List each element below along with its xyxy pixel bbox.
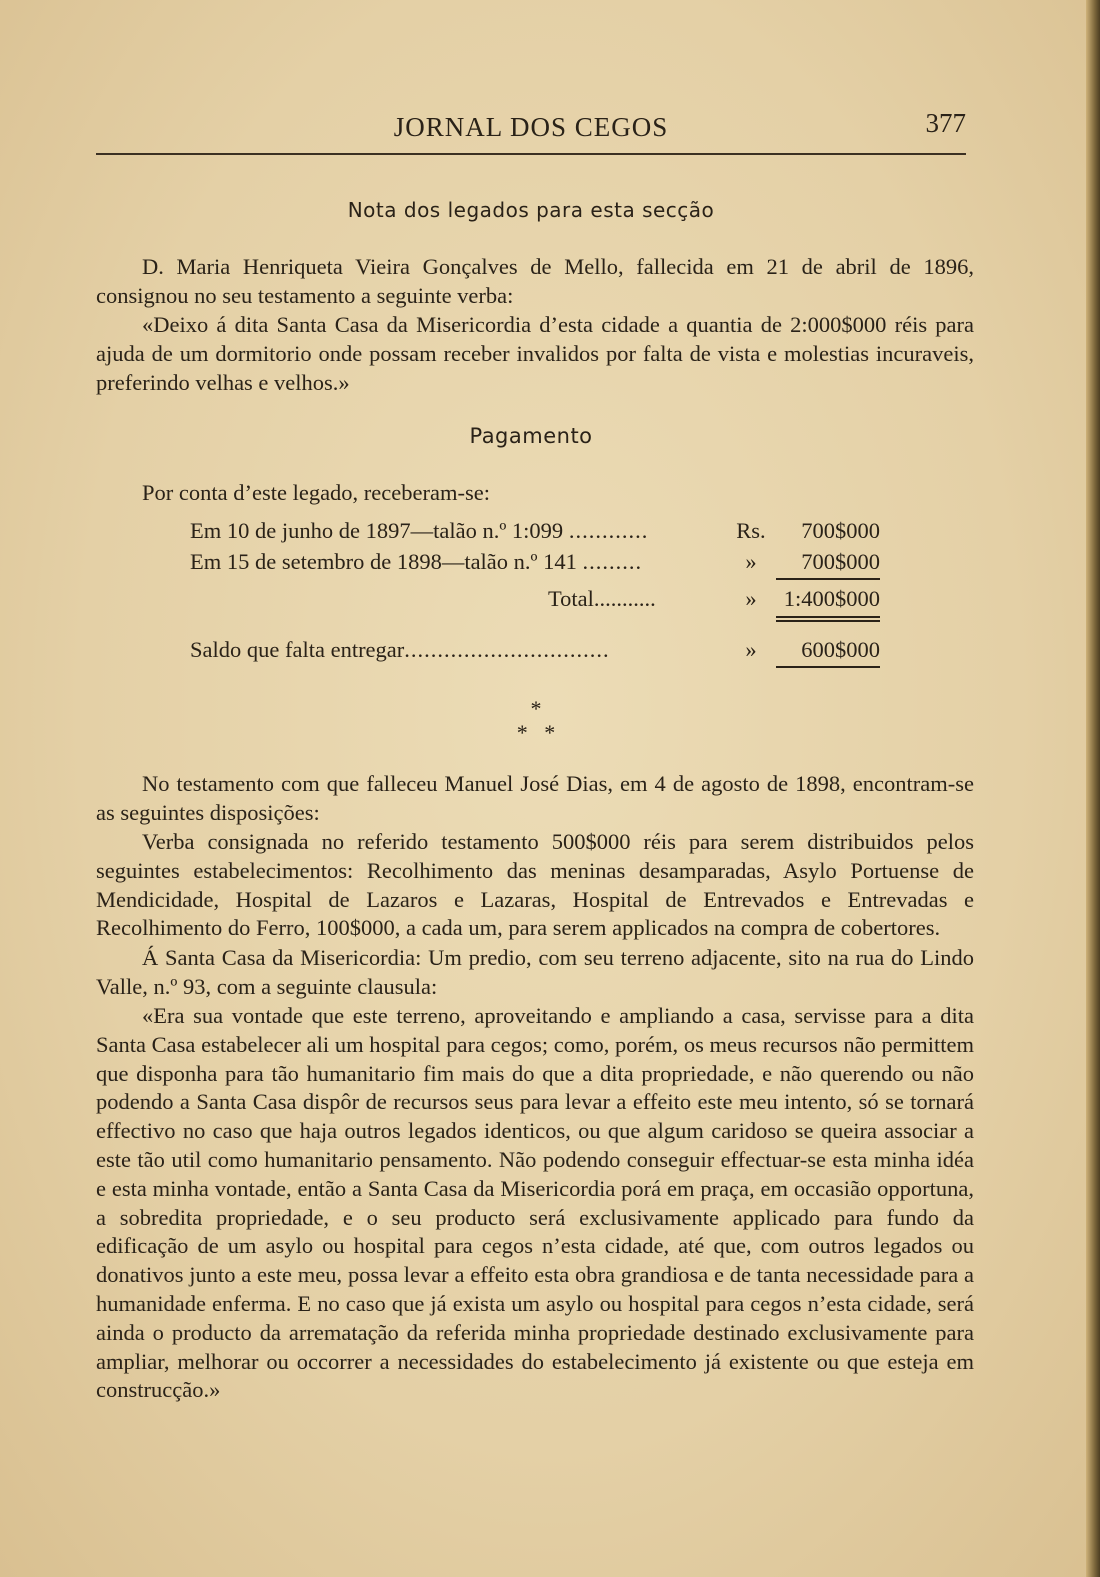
payment-row: [190, 518, 880, 548]
total-label: Total...........: [548, 586, 656, 611]
balance-label: Saldo que falta entregar...............................: [190, 637, 610, 662]
payment-row-amount: 700$000: [801, 518, 880, 543]
total-currency: »: [745, 586, 757, 611]
header-rule: [96, 153, 966, 155]
total-underline: [776, 616, 880, 618]
payment-row-amount: 700$000: [801, 549, 880, 574]
testament-clause: «Era sua vontade que este terreno, aproveitando e ampliando a casa, servisse para a dita Santa Casa estabelecer ali um hospital para cegos; como, porém, os meus recursos não permittem que disponha para tão humanitario fim mais do que a dita propriedade, e não querendo ou não podendo a Santa Casa dispôr de recursos seus para levar a effeito este meu intento, só se tornará effectivo no caso que haja outros legados identicos, ou que algum caridoso se queira associar a este tão util como humanitario pensamento. Não podendo conseguir effectuar-se esta minha idéa e esta minha vontade, então a Santa Casa da Misericordia porá em praça, em occasião opportuna, a sobredita propriedade, e o seu producto será exclusivamente applicado para fundo da edificação de um asylo ou hospital para cegos n’esta cidade, até que, com outros legados ou donativos junto a este meu, possa levar a effeito esta obra grandiosa e de tanta necessidade para a humanidade enferma. E no caso que já exista um asylo ou hospital para cegos n’esta cidade, será ainda o producto da arrematação da referida minha propriedade destinado exclusivamente para ampliar, melhorar ou occorrer a necessidades do estabelecimento já existente ou que esteja em construcção.»: [96, 1003, 974, 1403]
payment-total-row: [190, 586, 880, 616]
page-edge: [1086, 0, 1100, 1577]
payment-intro: Por conta d’este legado, receberam-se:: [142, 480, 490, 505]
testament-bequest: Verba consignada no referido testamento 500$000 réis para serem distribuidos pelos seguintes estabelecimentos: Recolhimento das meninas desamparadas, Asylo Portuense de Mendicidade, Hospital de Lazaros e Lazaras, Hospital de Entrevados e Entrevadas e Recolhimento do Ferro, 100$000, a cada um, para serem applicados na compra de cobertores.: [96, 829, 974, 941]
subtotal-underline: [776, 578, 880, 580]
total-underline-double: [776, 620, 880, 622]
payment-row: [190, 549, 880, 579]
balance-currency: »: [745, 637, 757, 662]
page-header: [96, 108, 966, 148]
legacy-paragraph: D. Maria Henriqueta Vieira Gonçalves de Mello, fallecida em 21 de abril de 1896, consignou no seu testamento a seguinte verba:: [96, 254, 974, 309]
payment-row-currency: »: [745, 549, 757, 574]
payment-row-label: Em 10 de junho de 1897—talão n.º 1:099 ............: [190, 518, 649, 543]
running-title: JORNAL DOS CEGOS: [393, 112, 669, 142]
page-number: 377: [925, 108, 966, 138]
payment-heading: Pagamento: [469, 424, 593, 448]
payment-row-currency: Rs.: [736, 518, 766, 543]
asterism-top: *: [530, 696, 542, 721]
section-heading: Nota dos legados para esta secção: [347, 198, 715, 222]
balance-row: [190, 637, 880, 667]
payment-row-label: Em 15 de setembro de 1898—talão n.º 141 .........: [190, 549, 643, 574]
legacy-quote: «Deixo á dita Santa Casa da Misericordia d’esta cidade a quantia de 2:000$000 réis para ajuda de um dormitorio onde possam receber invalidos por falta de vista e molestias incuraveis, preferindo velhas e velhos.»: [96, 312, 974, 396]
testament-intro: No testamento com que falleceu Manuel José Dias, em 4 de agosto de 1898, encontram-se as seguintes disposições:: [96, 771, 974, 825]
total-amount: 1:400$000: [783, 586, 880, 611]
balance-underline: [776, 666, 880, 668]
asterism-bottom: * *: [516, 720, 556, 745]
balance-amount: 600$000: [801, 637, 880, 662]
testament-property: Á Santa Casa da Misericordia: Um predio, com seu terreno adjacente, sito na rua do Lindo Valle, n.º 93, com a seguinte clausula:: [96, 945, 974, 999]
